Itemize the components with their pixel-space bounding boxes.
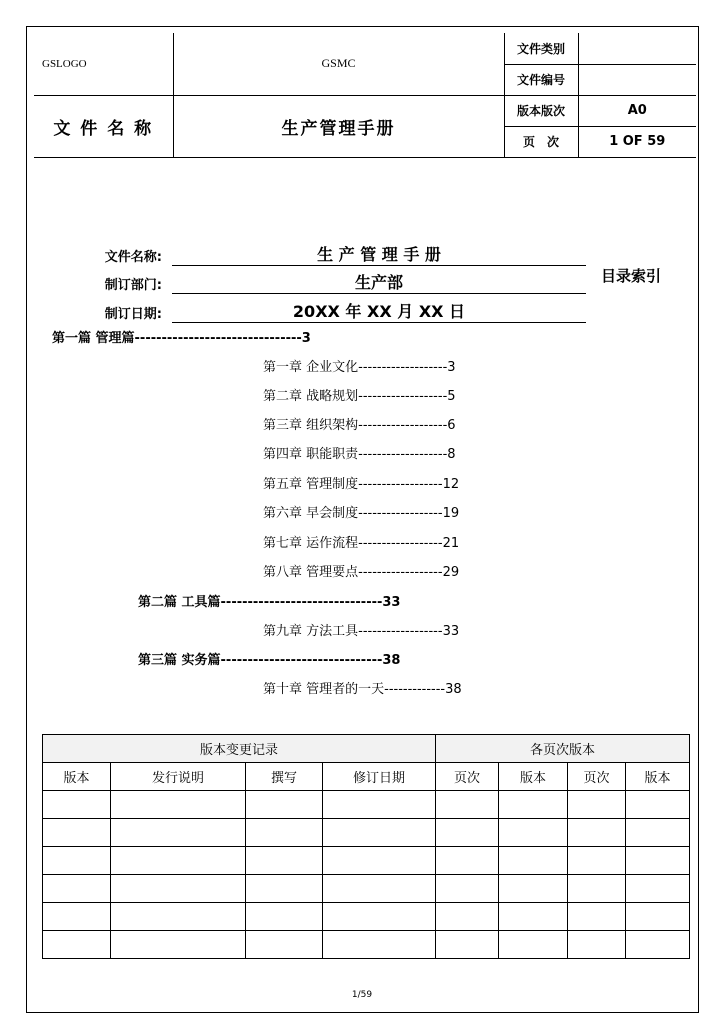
revision-table [42,734,690,959]
info-row-name [60,240,660,266]
table-row [43,931,690,959]
revision-col-header: 版本 [626,763,690,791]
page-number: 1/59 [351,990,373,1000]
toc-chapter-9[interactable]: 第九章 方法工具------------------33 [263,624,460,639]
revision-col-header: 页次 [436,763,499,791]
info-date-label: 制订日期: [104,307,162,322]
info-dept-value: 生产部 [172,270,586,294]
revision-col-header: 撰写 [246,763,323,791]
info-date-value: 20XX 年 XX 月 XX 日 [172,299,586,323]
toc-part-1[interactable]: 第一篇 管理篇-------------------------------3 [52,331,311,346]
file-category-value [578,33,696,64]
table-row [43,791,690,819]
table-row [43,903,690,931]
toc-chapter-10[interactable]: 第十章 管理者的一天-------------38 [263,682,462,697]
company-logo: GSLOGO [34,33,173,95]
info-name-label: 文件名称: [104,250,162,265]
toc-chapter-2[interactable]: 第二章 战略规划-------------------5 [263,389,456,404]
toc-chapter-6[interactable]: 第六章 早会制度------------------19 [263,506,460,521]
revision-col-header: 修订日期 [323,763,436,791]
toc-title: 目录索引 [601,267,662,285]
company-name: GSMC [173,33,504,95]
toc-part-2[interactable]: 第二篇 工具篇------------------------------33 [138,595,401,610]
revision-group-right: 各页次版本 [436,735,690,763]
toc-chapter-1[interactable]: 第一章 企业文化-------------------3 [263,360,456,375]
toc-chapter-3[interactable]: 第三章 组织架构-------------------6 [263,418,456,433]
file-number-value [578,64,696,95]
table-row [43,819,690,847]
toc-chapter-7[interactable]: 第七章 运作流程------------------21 [263,536,460,551]
version-label: 版本版次 [504,95,578,126]
info-dept-label: 制订部门: [104,278,162,293]
table-row [43,847,690,875]
toc-chapter-8[interactable]: 第八章 管理要点------------------29 [263,565,460,580]
document-header-table [34,33,696,158]
revision-col-header: 页次 [568,763,626,791]
revision-group-left: 版本变更记录 [43,735,436,763]
toc-chapter-5[interactable]: 第五章 管理制度------------------12 [263,477,460,492]
page-value: 1 OF 59 [578,126,696,157]
doc-name-value: 生产管理手册 [173,95,504,157]
doc-name-label: 文 件 名 称 [34,95,173,157]
file-number-label: 文件编号 [504,64,578,95]
toc-part-3[interactable]: 第三篇 实务篇------------------------------38 [138,653,401,668]
page-label: 页 次 [504,126,578,157]
table-row [43,875,690,903]
info-row-date [60,297,660,323]
file-category-label: 文件类别 [504,33,578,64]
info-row-dept [60,268,660,294]
revision-col-header: 版本 [43,763,111,791]
revision-col-header: 版本 [499,763,568,791]
toc-chapter-4[interactable]: 第四章 职能职责-------------------8 [263,447,456,462]
info-name-value: 生 产 管 理 手 册 [172,242,586,266]
revision-col-header: 发行说明 [111,763,246,791]
version-value: A0 [578,95,696,126]
